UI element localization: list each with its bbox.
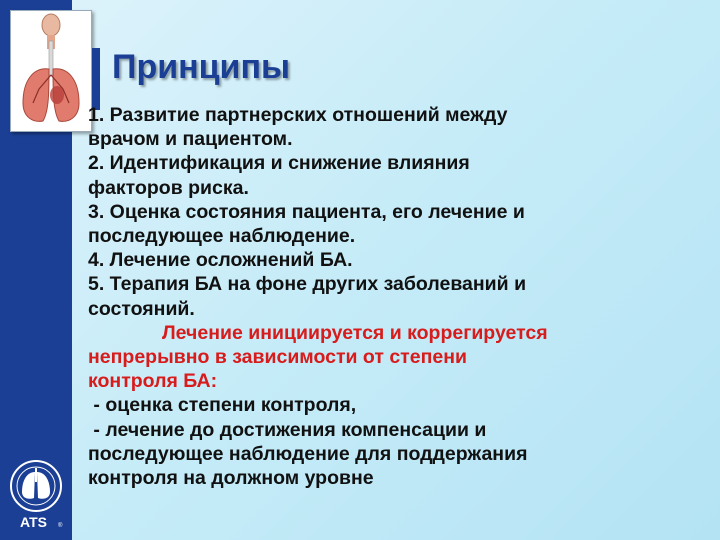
slide-body — [88, 103, 708, 490]
logo-text: ATS — [20, 514, 47, 530]
body-line: последующее наблюдение для поддержания — [88, 442, 528, 465]
body-line: состояний. — [88, 297, 195, 320]
body-line: 1. Развитие партнерских отношений между — [88, 104, 508, 126]
highlight-line: непрерывно в зависимости от степени — [88, 346, 467, 369]
svg-text:®: ® — [58, 523, 63, 529]
body-line: последующее наблюдение. — [88, 225, 356, 248]
body-line: 5. Терапия БА на фоне других заболеваний и — [88, 273, 527, 296]
body-line: 2. Идентификация и снижение влияния — [88, 152, 470, 175]
ats-logo — [6, 458, 66, 534]
highlight-line: Лечение инициируется и коррегируется — [162, 321, 548, 344]
slide-title: Принципы — [112, 48, 291, 86]
title-accent-bar — [92, 48, 100, 110]
highlight-line: контроля БА: — [88, 370, 218, 393]
body-line: - лечение до достижения компенсации и — [88, 418, 487, 441]
body-line: факторов риска. — [88, 176, 249, 199]
body-line: врачом и пациентом. — [88, 128, 293, 151]
body-line: 4. Лечение осложнений БА. — [88, 249, 353, 272]
body-line: 3. Оценка состояния пациента, его лечение и — [88, 200, 525, 223]
body-line: контроля на должном уровне — [88, 467, 374, 490]
anatomy-lungs-icon — [11, 11, 91, 131]
body-line: - оценка степени контроля, — [88, 394, 357, 417]
lungs-seal-icon — [6, 458, 66, 534]
anatomy-image — [10, 10, 92, 132]
